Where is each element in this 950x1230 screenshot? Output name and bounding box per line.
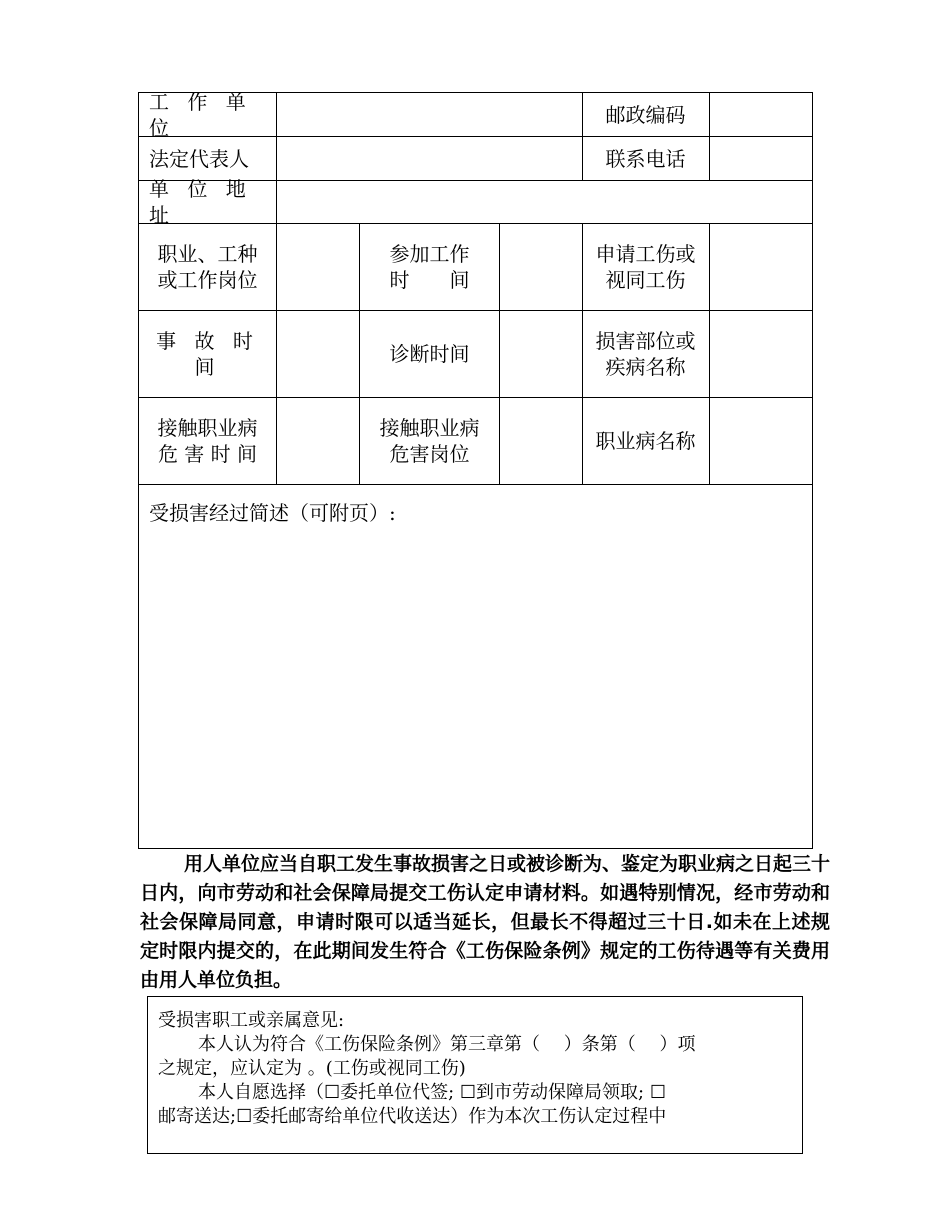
- occupation-field[interactable]: [277, 224, 359, 310]
- phone-label: 联系电话: [605, 146, 686, 171]
- injury-part-label-line2: 疾病名称: [605, 355, 686, 379]
- occupation-label: [139, 224, 276, 310]
- accident-time-field[interactable]: [277, 311, 359, 397]
- employer-label: 工 作 单 位: [149, 89, 252, 140]
- hazard-post-label-line2: 危害岗位: [389, 442, 470, 466]
- delivery-choice-line[interactable]: 邮寄送达;☐委托邮寄给单位代收送达）作为本次工伤认定过程中: [158, 1106, 667, 1127]
- hazard-post-label-line1: 接触职业病: [379, 416, 480, 440]
- hazard-exposure-time-field[interactable]: [277, 398, 359, 484]
- hazard-exposure-time-label: [139, 398, 276, 484]
- hazard-exposure-time-line2: 危 害 时 间: [157, 442, 258, 466]
- occupation-label-line1: 职业、工种: [157, 242, 258, 266]
- deadline-notice-text: 用人单位应当自职工发生事故损害之日或被诊断为、鉴定为职业病之日起三十日内，向市劳动和社会保障局提交工伤认定申请材料。如遇特别情况，经市劳动和社会保障局同意，申请时限可以适当延长，但最长不得超过三十日.如未在上述规定时限内提交的，在此期间发生符合《工伤保险条例》规定的工伤待遇等有关费用由用人单位负担。: [140, 853, 831, 991]
- deadline-notice: [140, 850, 830, 995]
- employer-field[interactable]: [277, 93, 582, 136]
- injury-part-field[interactable]: [710, 311, 812, 397]
- injury-part-label: [582, 311, 709, 397]
- injury-narrative-field[interactable]: [139, 485, 812, 848]
- employer-address-field[interactable]: [277, 181, 812, 223]
- injury-type-label-line2: 视同工伤: [605, 268, 686, 292]
- occupational-disease-field[interactable]: [710, 398, 812, 484]
- worker-opinion-title: 受损害职工或亲属意见:: [158, 1010, 345, 1031]
- injury-application-form: [138, 89, 813, 849]
- worker-opinion-box: [147, 996, 803, 1154]
- worker-opinion-line: 之规定，应认定为 。(工伤或视同工伤): [158, 1058, 466, 1079]
- hazard-exposure-time-line1: 接触职业病: [157, 416, 258, 440]
- diagnosis-time-field[interactable]: [500, 311, 582, 397]
- injury-narrative-label: 受损害经过简述（可附页）:: [149, 501, 396, 525]
- postal-code-label: 邮政编码: [605, 102, 686, 127]
- delivery-choice-line[interactable]: 本人自愿选择（☐委托单位代签; ☐到市劳动保障局领取; ☐: [198, 1082, 666, 1103]
- injury-type-field[interactable]: [710, 224, 812, 310]
- work-start-label-line1: 参加工作: [389, 242, 470, 266]
- diagnosis-time-label: 诊断时间: [389, 342, 470, 366]
- legal-representative-field[interactable]: [277, 137, 582, 180]
- hazard-post-field[interactable]: [500, 398, 582, 484]
- work-start-field[interactable]: [500, 224, 582, 310]
- injury-type-label-line1: 申请工伤或: [595, 242, 696, 266]
- injury-part-label-line1: 损害部位或: [595, 329, 696, 353]
- injury-type-label: [582, 224, 709, 310]
- worker-opinion-line: 本人认为符合《工伤保险条例》第三章第（ ）条第（ ）项: [198, 1034, 696, 1055]
- occupational-disease-label: 职业病名称: [595, 429, 696, 453]
- accident-time-label: 事 故 时 间: [156, 329, 259, 379]
- hazard-post-label: [360, 398, 499, 484]
- employer-address-label: 单 位 地 址: [149, 177, 252, 227]
- legal-representative-label: 法定代表人: [149, 146, 249, 171]
- occupation-label-line2: 或工作岗位: [157, 268, 258, 292]
- phone-field[interactable]: [710, 137, 812, 180]
- work-start-label-line2: 时 间: [389, 268, 470, 292]
- work-start-label: [360, 224, 499, 310]
- postal-code-field[interactable]: [710, 93, 812, 136]
